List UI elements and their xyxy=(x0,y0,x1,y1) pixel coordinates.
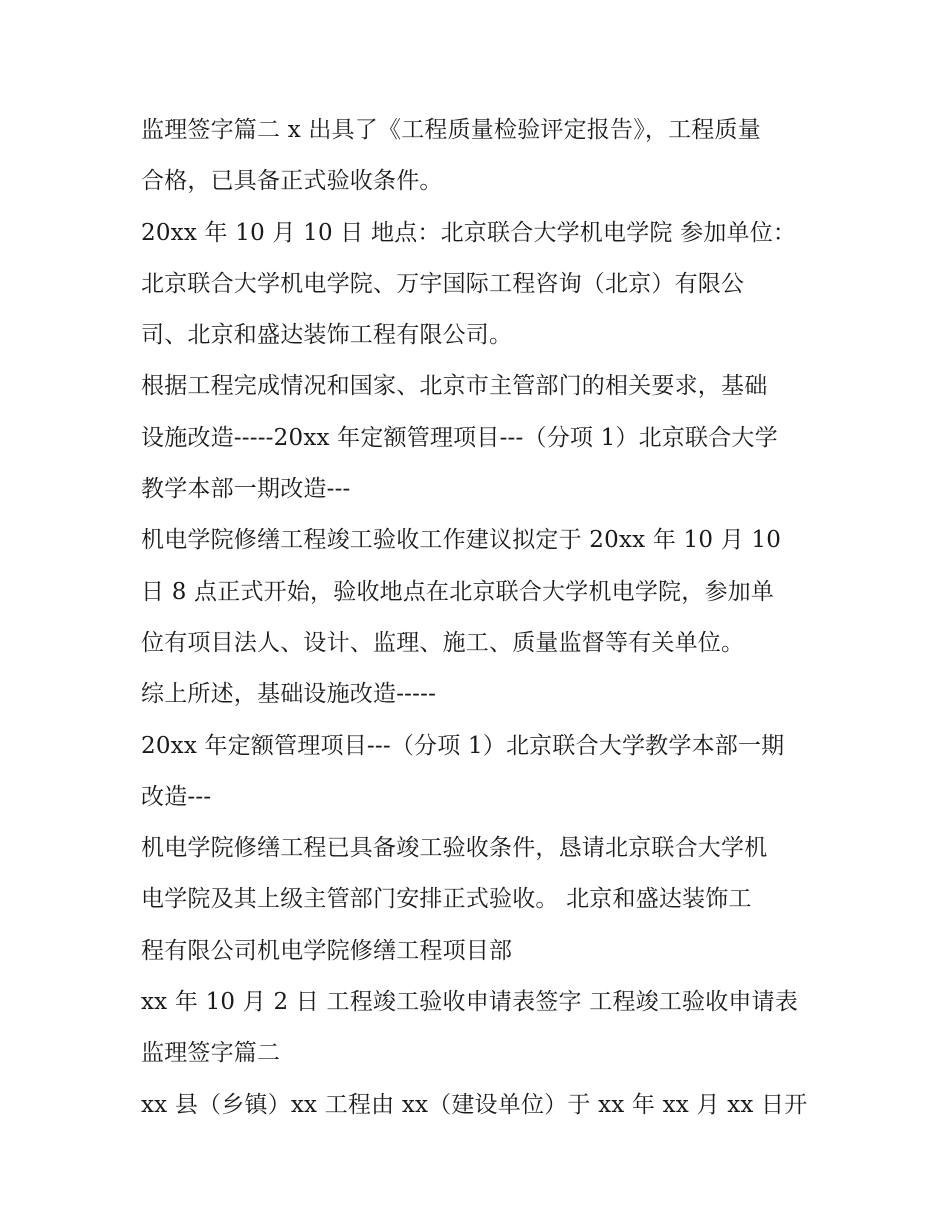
text-line: 根据工程完成情况和国家、北京市主管部门的相关要求，基础 xyxy=(141,373,768,400)
text-line: 20xx 年 10 月 10 日 地点：北京联合大学机电学院 参加单位： xyxy=(141,219,797,246)
text-line: 改造--- xyxy=(141,783,212,810)
text-line: 位有项目法人、设计、监理、施工、质量监督等有关单位。 xyxy=(141,629,745,656)
text-line: 程有限公司机电学院修缮工程项目部 xyxy=(141,937,513,964)
text-line: 机电学院修缮工程已具备竣工验收条件，恳请北京联合大学机 xyxy=(141,835,768,862)
text-line: 设施改造-----20xx 年定额管理项目---（分项 1）北京联合大学 xyxy=(141,424,778,451)
text-line: 北京联合大学机电学院、万宇国际工程咨询（北京）有限公 xyxy=(141,270,745,297)
text-line: 监理签字篇二 x 出具了《工程质量检验评定报告》，工程质量 xyxy=(141,117,761,143)
text-line: 电学院及其上级主管部门安排正式验收。 北京和盛达装饰工 xyxy=(141,886,752,913)
text-line: 合格，已具备正式验收条件。 xyxy=(141,168,443,195)
text-line: 综上所述，基础设施改造----- xyxy=(141,681,437,708)
text-line: xx 县（乡镇）xx 工程由 xx（建设单位）于 xx 年 xx 月 xx 日开 xyxy=(141,1091,808,1118)
text-line: 日 8 点正式开始，验收地点在北京联合大学机电学院，参加单 xyxy=(141,578,775,605)
text-line: 司、北京和盛达装饰工程有限公司。 xyxy=(141,322,513,349)
document-body xyxy=(141,109,821,1135)
text-line: xx 年 10 月 2 日 工程竣工验收申请表签字 工程竣工验收申请表 xyxy=(141,989,799,1016)
text-line: 教学本部一期改造--- xyxy=(141,476,351,503)
text-line: 机电学院修缮工程竣工验收工作建议拟定于 20xx 年 10 月 10 xyxy=(141,527,782,554)
text-line: 20xx 年定额管理项目---（分项 1）北京联合大学教学本部一期 xyxy=(141,732,785,759)
text-line: 监理签字篇二 xyxy=(141,1040,281,1067)
